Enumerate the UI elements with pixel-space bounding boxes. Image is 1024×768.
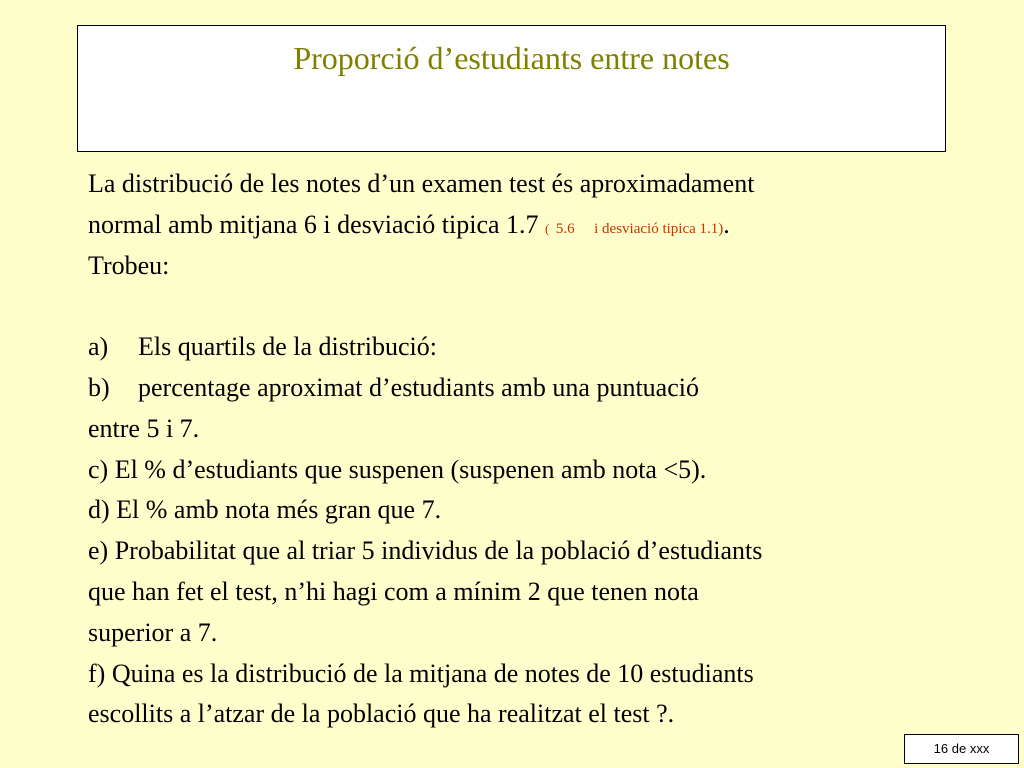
slide-title: Proporció d’estudiants entre notes [293,40,730,76]
note-paren: ( [545,220,550,236]
item-b-text: percentage aproximat d’estudiants amb una puntuació [138,372,699,402]
item-b-continuation: entre 5 i 7. [88,413,200,443]
intro-line-2 [88,205,988,246]
item-a [88,327,988,368]
item-e-line-3: superior a 7. [88,617,218,647]
item-a-marker: a) [88,332,109,362]
item-d: d) El % amb nota més gran que 7. [88,495,442,525]
intro-line-3: Trobeu: [88,250,170,280]
intro-line-2-text: normal amb mitjana 6 i desviació tipica 1.7 [88,209,539,239]
blank-line [88,286,988,327]
item-c: c) El % d’estudiants que suspenen (suspenen amb nota <5). [88,454,707,484]
item-a-text: Els quartils de la distribució: [138,332,437,362]
note-mean: 5.6 [555,220,575,237]
item-e-line-1: e) Probabilitat que al triar 5 individus de la població d’estudiants [88,536,763,566]
title-box [77,25,946,152]
item-e-line-2: que han fet el test, n’hi hagi com a mínim 2 que tenen nota [88,576,699,606]
intro-line-2-end: . [723,209,730,239]
page-number: 16 de xxx [904,734,1019,764]
intro-line-1: La distribució de les notes d’un examen test és aproximadament [88,169,755,198]
item-b-marker: b) [88,372,110,402]
slide-body [88,164,988,735]
item-b [88,368,988,409]
note-sd: i desviació tipica 1.1) [594,220,724,237]
item-f-line-1: f) Quina es la distribució de la mitjana de notes de 10 estudiants [88,658,754,688]
item-f-line-2: escollits a l’atzar de la població que ha realitzat el test ?. [88,699,675,729]
